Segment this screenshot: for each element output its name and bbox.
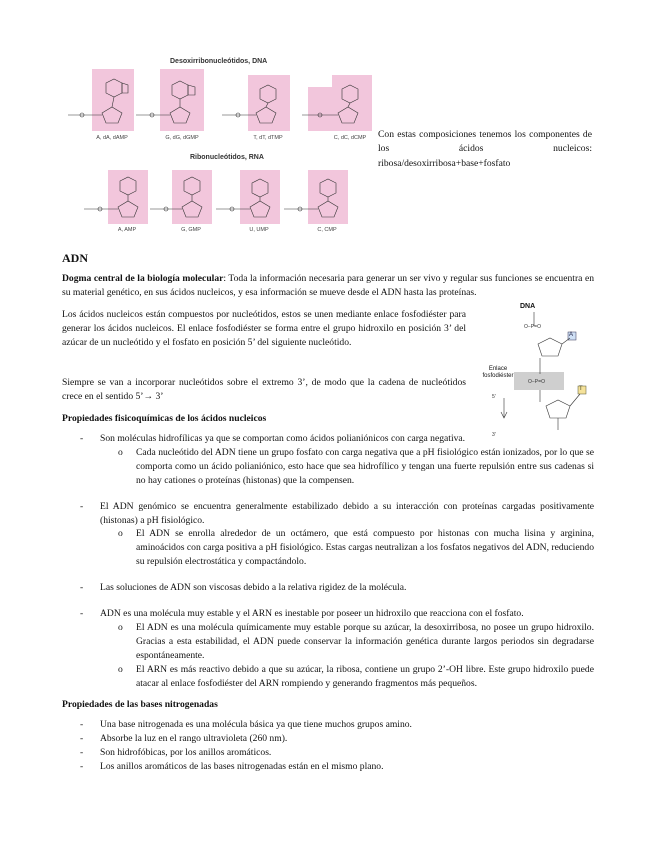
sub-list-item-text: El ADN se enrolla alrededor de un octámero, que está compuesto por histonas con mucha lisina y arginina, aminoácidos con carga positiva a pH fisiológico. Estas cargas neutralizan a los fosfatos negativos del ADN, reduciendo su repulsión electrostática y compactándolo. <box>136 528 594 568</box>
rna-label-c: C, CMP <box>317 227 337 233</box>
right-figure-base-a: A <box>569 332 574 338</box>
list-item: - Una base nitrogenada es una molécula básica ya que tiene muchos grupos amino. <box>80 719 412 730</box>
rna-label-a: A, AMP <box>117 227 137 233</box>
dna-label-t: T, dT, dTMP <box>253 135 283 141</box>
nucleotides-structures <box>62 55 372 245</box>
list-item-text: Absorbe la luz en el rango ultravioleta (260 nm). <box>100 732 288 744</box>
dna-label-c: C, dC, dCMP <box>333 135 367 141</box>
right-figure-enlace-label: Enlace fosfodiéster <box>482 366 514 380</box>
list-item-text: Son hidrofóbicas, por los anillos aromáticos. <box>100 746 272 758</box>
list-item: - Absorbe la luz en el rango ultravioleta (260 nm). <box>80 732 288 744</box>
svg-text:3′: 3′ <box>492 432 496 438</box>
dna-label-a: A, dA, dAMP <box>96 135 128 141</box>
rna-nucleotides-title: Ribonucleótidos, RNA <box>190 154 264 161</box>
paragraph-nucleotides: Los ácidos nucleicos están compuestos por nucleótidos, estos se unen mediante enlace fosfodiéster para generar los ácidos nucleicos. El enlace fosfodiéster se forma entre el grupo hidroxilo en posición 3’ del azúcar de un nucleótido y el fosfato en posición 5’ del siguiente nucleótido. <box>62 309 466 348</box>
list-item: - ADN es una molécula muy estable y el ARN es inestable por poseer un hidroxilo que reacciona con el fosfato. <box>100 607 594 621</box>
section-physicochemical-list <box>80 432 594 691</box>
sub-list-item: o El ADN se enrolla alrededor de un octámero, que está compuesto por histonas con mucha lisina y arginina, aminoácidos con carga positiva a pH fisiológico. Estas cargas neutralizan a los fosfatos negativos del ADN, reduciendo su repulsión electrostática y compactándolo. <box>118 528 594 568</box>
section-bases-list <box>80 718 594 774</box>
phosphodiester-figure <box>474 302 598 442</box>
list-item-text: Los anillos aromáticos de las bases nitrogenadas están en el mismo plano. <box>100 760 384 772</box>
list-item-text: Una base nitrogenada es una molécula básica ya que tiene muchos grupos amino. <box>100 719 412 730</box>
svg-text:O−P=O: O−P=O <box>524 324 541 330</box>
dna-label-g: G, dG, dGMP <box>165 135 199 141</box>
svg-text:5′: 5′ <box>492 394 496 400</box>
dogma-paragraph <box>62 272 594 300</box>
svg-text:O−P=O: O−P=O <box>528 379 545 385</box>
sub-list-item-text: El ADN es una molécula químicamente muy estable porque su azúcar, la desoxirribosa, no posee un grupo hidroxilo. Gracias a esta estabilidad, el ADN puede conservar la información genética durante largos periodos sin degradarse espontáneamente. <box>136 621 594 661</box>
nucleotides-figure <box>62 55 372 245</box>
section-bases-title: Propiedades de las bases nitrogenadas <box>62 699 218 710</box>
sub-list-item: o Cada nucleótido del ADN tiene un grupo fosfato con carga negativa que a pH fisiológico están ionizados, por lo que se comporta como un ácido polianiónico, esto hace que sea hidrofílico y tengan una fuerte repulsión entre sus cadenas si no hay cationes o proteínas (histonas) que la compensen. <box>118 446 594 486</box>
page-heading: ADN <box>62 251 88 265</box>
list-item-text: El ADN genómico se encuentra generalmente estabilizado debido a su interacción con proteínas cargadas positivamente (histonas) a pH fisiológico. <box>100 500 594 526</box>
rna-label-u: U, UMP <box>249 227 269 233</box>
list-item: - El ADN genómico se encuentra generalmente estabilizado debido a su interacción con proteínas cargadas positivamente (histonas) a pH fisiológico. <box>80 500 594 526</box>
sub-list-item-text: Cada nucleótido del ADN tiene un grupo fosfato con carga negativa que a pH fisiológico están ionizados, por lo que se comporta como un ácido polianiónico, esto hace que sea hidrofílico y tengan una fuerte repulsión entre sus cadenas si no hay cationes o proteínas (histonas) que la compensen. <box>136 446 594 486</box>
sub-list-item: o El ADN es una molécula químicamente muy estable porque su azúcar, la desoxirribosa, no posee un grupo hidroxilo. Gracias a esta estabilidad, el ADN puede conservar la información genética durante largos periodos sin degradarse espontáneamente. <box>118 621 594 661</box>
list-item: - Son moléculas hidrofílicas ya que se comportan como ácidos polianiónicos con carga negativa. <box>100 432 594 446</box>
dogma-lead: Dogma central de la biología molecular <box>62 273 224 284</box>
list-item: - Son hidrofóbicas, por los anillos aromáticos. <box>80 746 272 758</box>
sub-list-item: o El ARN es más reactivo debido a que su azúcar, la ribosa, contiene un grupo 2’-OH libre. Este grupo hidroxilo puede atacar al enlace fosfodiéster del ARN rompiendo y generando fragmentos más pequeños. <box>118 663 594 689</box>
paragraph-growth: Siempre se van a incorporar nucleótidos sobre el extremo 3’, de modo que la cadena de nucleótidos crece en el sentido 5’→ 3’ <box>62 377 466 402</box>
section-physicochemical-title: Propiedades fisicoquímicas de los ácidos nucleicos <box>62 413 267 424</box>
side-note: Con estas composiciones tenemos los componentes de los ácidos nucleicos: ribosa/desoxirribosa+base+fosfato <box>378 129 592 169</box>
sub-list-item-text: El ARN es más reactivo debido a que su azúcar, la ribosa, contiene un grupo 2’-OH libre. Este grupo hidroxilo puede atacar al enlace fosfodiéster del ARN rompiendo y generando fragmentos más pequeños. <box>136 663 594 689</box>
right-figure-base-t: T <box>579 386 583 392</box>
dna-nucleotides-title: Desoxirribonucleótidos, DNA <box>170 58 268 65</box>
dogma-text: : Toda la información necesaria para generar un ser vivo y regular sus funciones se encuentra en su material genético, en sus ácidos nucleicos, y esa información se mueve desde el ADN hasta las proteínas. <box>62 273 594 298</box>
list-item-text: Son moléculas hidrofílicas ya que se comportan como ácidos polianiónicos con carga negativa. <box>100 433 466 444</box>
right-figure-dna-label: DNA <box>520 303 536 310</box>
rna-label-g: G, GMP <box>181 227 201 233</box>
list-item: - Las soluciones de ADN son viscosas debido a la relativa rigidez de la molécula. <box>100 581 594 595</box>
list-item: - Los anillos aromáticos de las bases nitrogenadas están en el mismo plano. <box>80 760 384 772</box>
list-item-text: Las soluciones de ADN son viscosas debido a la relativa rigidez de la molécula. <box>100 582 407 594</box>
list-item-text: ADN es una molécula muy estable y el ARN es inestable por poseer un hidroxilo que reacciona con el fosfato. <box>100 608 524 620</box>
